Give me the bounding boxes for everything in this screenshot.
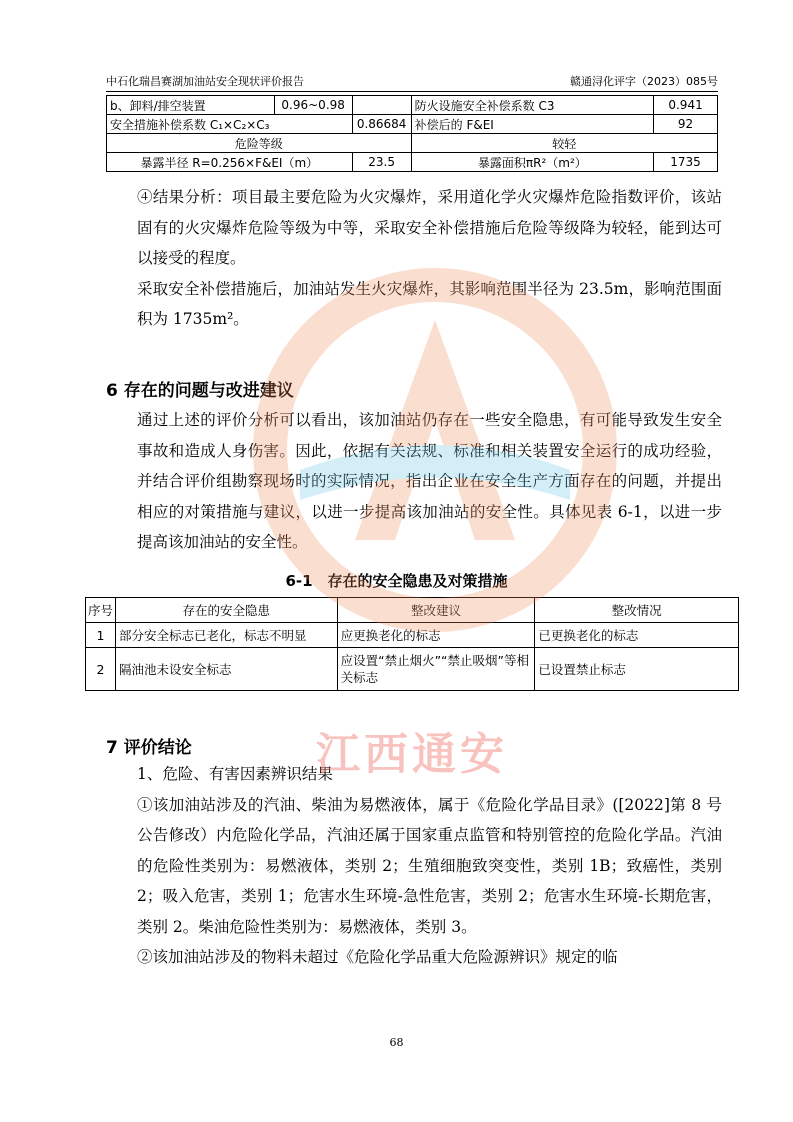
- table-cell: 92: [654, 115, 718, 134]
- table-cell: 1735: [654, 153, 718, 172]
- table-cell: 安全措施补偿系数 C₁×C₂×C₃: [107, 115, 353, 134]
- table-cell: 1: [86, 623, 116, 648]
- paragraph: ①该加油站涉及的汽油、柴油为易燃液体，属于《危险化学品目录》([2022]第 8 号公告修改）内危险化学品，汽油还属于国家重点监管和特别管控的危险化学品。汽油的危险性类别为：易燃液体，类别 2；生殖细胞致突变性，类别 1B；致癌性，类别 2；吸入危害，类别 1；危害水生环境-急性危害，类别 2；危害水生环境-长期危害，类别 2。柴油危险性类别为：易燃液体，类别 3。: [137, 795, 722, 936]
- table-cell: 防火设施安全补偿系数 C3: [411, 96, 653, 115]
- page-number: 68: [389, 1036, 404, 1049]
- page-header: [106, 70, 718, 90]
- subheading: 1、危险、有害因素辨识结果: [137, 765, 333, 783]
- table-cell: 补偿后的 F&EI: [411, 115, 653, 134]
- paragraph: ④结果分析：项目最主要危险为火灾爆炸，采用道化学火灾爆炸危险指数评价，该站固有的火灾爆炸危险等级为中等，采取安全补偿措施后危险等级降为较轻，能到达可以接受的程度。: [137, 188, 722, 267]
- column-header: 整改建议: [337, 598, 535, 623]
- result-analysis: [106, 182, 722, 335]
- header-rule: [106, 91, 718, 92]
- table-cell: 暴露半径 R=0.256×F&EI（m）: [107, 153, 353, 172]
- paragraph: 通过上述的评价分析可以看出，该加油站仍存在一些安全隐患，有可能导致发生安全事故和造成人身伤害。因此，依据有关法规、标准和相关装置安全运行的成功经验，并结合评价组勘察现场时的实际情况，指出企业在安全生产方面存在的问题，并提出相应的对策措施与建议，以进一步提高该加油站的安全性。具体见表 6-1，以进一步提高该加油站的安全性。: [137, 411, 722, 551]
- table-row: [107, 134, 718, 153]
- report-title: 中石化瑞昌赛湖加油站安全现状评价报告: [106, 75, 304, 88]
- table-header-row: [86, 598, 739, 623]
- table-row: [107, 96, 718, 115]
- table-cell: 0.96~0.98: [274, 96, 352, 115]
- section-heading: 6 存在的问题与改进建议: [106, 381, 294, 401]
- section-body: [106, 405, 722, 558]
- column-header: 序号: [86, 598, 116, 623]
- section-body: [106, 759, 722, 973]
- table-cell: 23.5: [352, 153, 411, 172]
- table-cell: 2: [86, 648, 116, 691]
- table-cell: 应设置“禁止烟火”“禁止吸烟”等相关标志: [337, 648, 535, 691]
- table-cell: 暴露面积πR²（m²）: [411, 153, 653, 172]
- fei-table: [106, 95, 718, 172]
- table-cell: [352, 96, 411, 115]
- paragraph: 采取安全补偿措施后，加油站发生火灾爆炸，其影响范围半径为 23.5m，影响范围面积为 1735m²。: [137, 279, 722, 328]
- table-row: [86, 648, 739, 691]
- table-cell: 危险等级: [107, 134, 412, 153]
- table-cell: 部分安全标志已老化，标志不明显: [115, 623, 337, 648]
- table-cell: 0.941: [654, 96, 718, 115]
- table-row: [86, 623, 739, 648]
- table-row: [107, 115, 718, 134]
- table-caption: 6-1 存在的安全隐患及对策措施: [285, 572, 508, 590]
- measures-table: [85, 597, 739, 691]
- column-header: 整改情况: [535, 598, 739, 623]
- table-cell: 较轻: [411, 134, 717, 153]
- table-cell: 应更换老化的标志: [337, 623, 535, 648]
- table-cell: 0.86684: [352, 115, 411, 134]
- table-row: [107, 153, 718, 172]
- table-cell: b、卸料/排空装置: [107, 96, 275, 115]
- column-header: 存在的安全隐患: [115, 598, 337, 623]
- table-cell: 隔油池未设安全标志: [115, 648, 337, 691]
- table-cell: 已设置禁止标志: [535, 648, 739, 691]
- section-heading: 7 评价结论: [106, 738, 192, 758]
- table-cell: 已更换老化的标志: [535, 623, 739, 648]
- paragraph: ②该加油站涉及的物料未超过《危险化学品重大危险源辨识》规定的临: [137, 948, 618, 966]
- report-code: 赣通浔化评字（2023）085号: [570, 75, 718, 88]
- watermark-text: 江西通安: [316, 729, 508, 780]
